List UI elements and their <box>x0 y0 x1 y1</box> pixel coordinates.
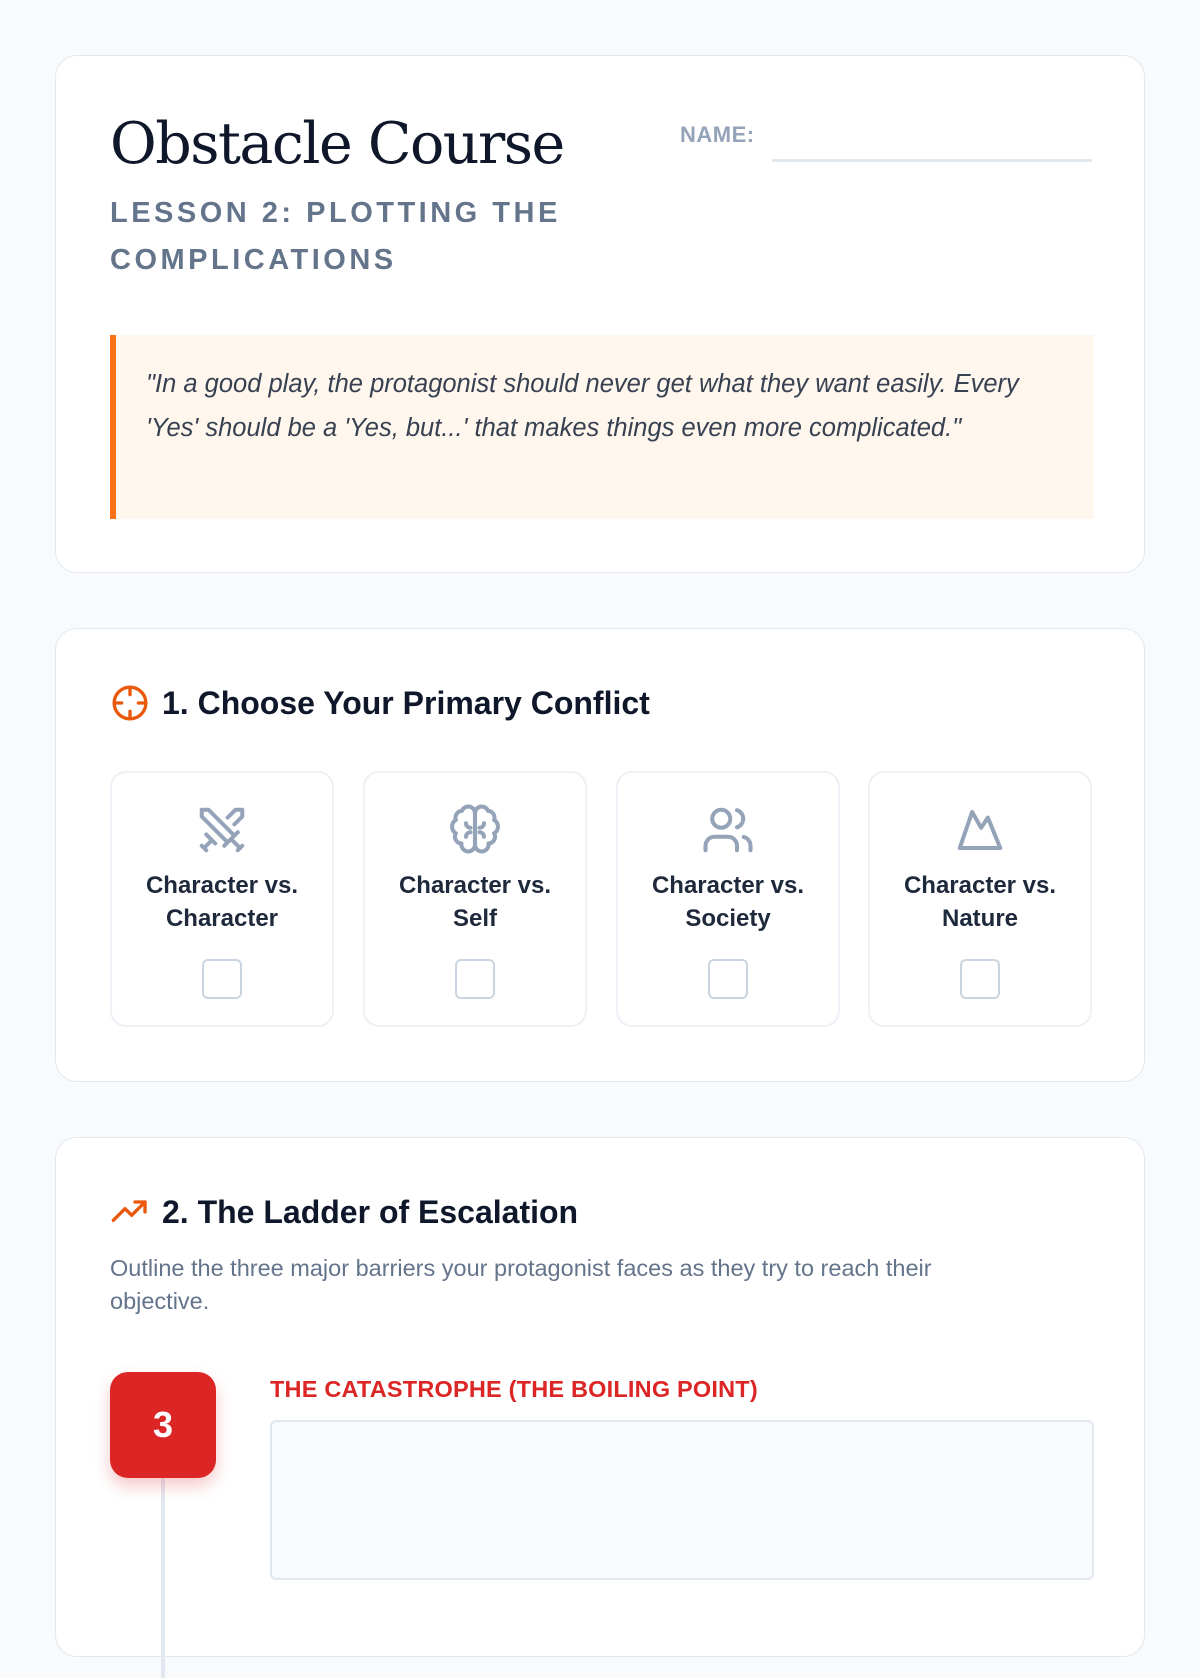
option-checkbox[interactable] <box>708 959 748 999</box>
option-character-vs-society[interactable] <box>616 771 840 1027</box>
ladder-description: Outline the three major barriers your protagonist faces as they try to reach their objective. <box>110 1255 932 1314</box>
lesson-subtitle: LESSON 2: PLOTTING THE COMPLICATIONS <box>110 197 561 276</box>
ladder-heading-text: 2. The Ladder of Escalation <box>162 1193 579 1230</box>
option-character-vs-nature[interactable] <box>868 771 1092 1027</box>
option-label: Character vs. Nature <box>903 872 1057 932</box>
header-card <box>55 55 1145 573</box>
worksheet-title: Obstacle Course <box>110 111 564 177</box>
trending-up-icon <box>110 1192 150 1232</box>
option-character-vs-character[interactable] <box>110 771 334 1027</box>
conflict-heading <box>110 683 650 723</box>
option-label: Character vs. Self <box>398 872 552 932</box>
step-number-badge: 3 <box>110 1372 216 1478</box>
conflict-heading-text: 1. Choose Your Primary Conflict <box>162 684 650 721</box>
conflict-section <box>55 628 1145 1082</box>
option-checkbox[interactable] <box>455 959 495 999</box>
option-character-vs-self[interactable] <box>363 771 587 1027</box>
option-checkbox[interactable] <box>202 959 242 999</box>
swords-icon <box>195 803 249 857</box>
step-answer-area[interactable] <box>270 1420 1094 1580</box>
users-icon <box>701 803 755 857</box>
name-label: NAME: <box>680 122 755 147</box>
ladder-heading <box>110 1192 578 1232</box>
option-label: Character vs. Society <box>651 872 805 932</box>
option-label: Character vs. Character <box>145 872 299 932</box>
lesson-quote: "In a good play, the protagonist should never get what they want easily. Every 'Yes' should be a 'Yes, but...' that makes things even more complicated." <box>110 335 1094 519</box>
step-title: THE CATASTROPHE (THE BOILING POINT) <box>270 1376 758 1402</box>
crosshair-icon <box>110 683 150 723</box>
brain-icon <box>448 803 502 857</box>
ladder-section <box>55 1137 1145 1657</box>
name-field[interactable] <box>772 159 1092 162</box>
mountain-icon <box>953 803 1007 857</box>
option-checkbox[interactable] <box>960 959 1000 999</box>
